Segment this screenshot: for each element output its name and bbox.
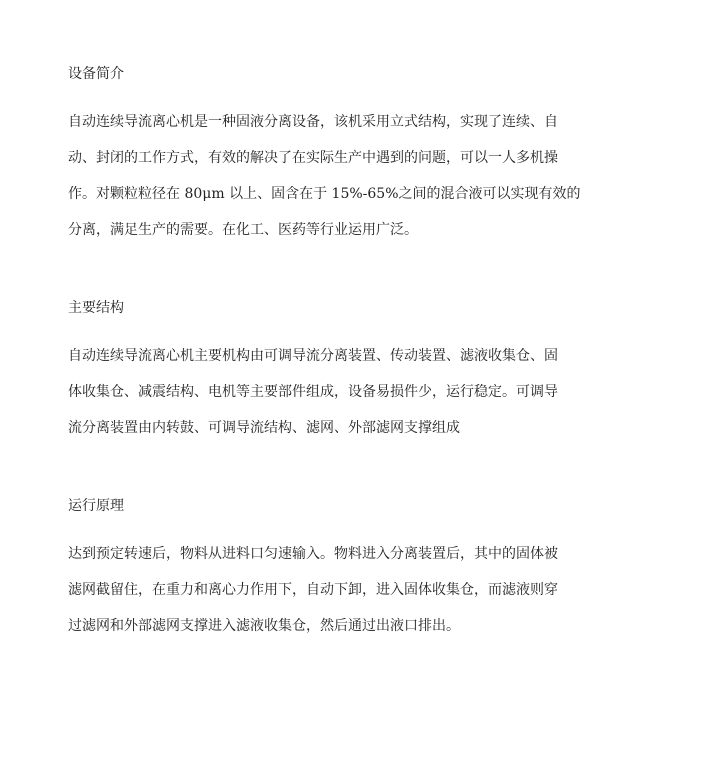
paragraph-line: 作。对颗粒粒径在 80μm 以上、固含在于 15%-65%之间的混合液可以实现有效的 — [68, 186, 581, 202]
paragraph-line: 自动连续导流离心机主要机构由可调导流分离装置、传动装置、滤液收集仓、固 — [68, 348, 558, 364]
section-paragraph — [68, 104, 628, 248]
section-paragraph — [68, 338, 628, 446]
paragraph-line: 滤网截留住，在重力和离心力作用下，自动下卸，进入固体收集仓，而滤液则穿 — [68, 582, 558, 598]
paragraph-line: 过滤网和外部滤网支撑进入滤液收集仓，然后通过出液口排出。 — [68, 618, 460, 634]
section-heading: 主要结构 — [68, 300, 124, 316]
paragraph-line: 动、封闭的工作方式，有效的解决了在实际生产中遇到的问题，可以一人多机操 — [68, 150, 558, 166]
section-paragraph — [68, 536, 628, 644]
section-heading: 设备简介 — [68, 66, 124, 82]
section-operating-principle — [68, 494, 628, 644]
section-heading: 运行原理 — [68, 498, 124, 514]
document-body — [68, 62, 628, 644]
paragraph-line: 自动连续导流离心机是一种固液分离设备，该机采用立式结构，实现了连续、自 — [68, 114, 558, 130]
paragraph-line: 达到预定转速后，物料从进料口匀速输入。物料进入分离装置后，其中的固体被 — [68, 546, 558, 562]
paragraph-line: 分离，满足生产的需要。在化工、医药等行业运用广泛。 — [68, 222, 418, 238]
section-introduction — [68, 62, 628, 248]
section-main-structure — [68, 296, 628, 446]
paragraph-line: 体收集仓、减震结构、电机等主要部件组成，设备易损件少，运行稳定。可调导 — [68, 384, 558, 400]
paragraph-line: 流分离装置由内转鼓、可调导流结构、滤网、外部滤网支撑组成 — [68, 420, 460, 436]
